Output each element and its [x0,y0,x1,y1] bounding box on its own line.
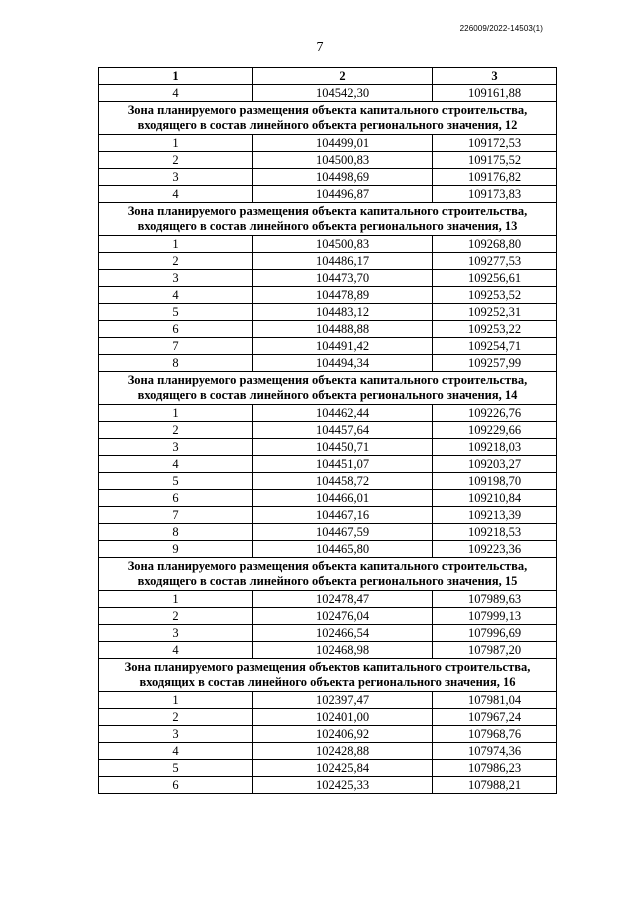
y-coordinate-cell: 107981,04 [433,692,557,709]
table-row [99,507,557,524]
zone-title-line: Зона планируемого размещения объекта капитального строительства, [127,103,528,117]
table-row [99,541,557,558]
y-coordinate-cell: 109253,52 [433,287,557,304]
point-number-cell: 2 [99,608,253,625]
table-row [99,304,557,321]
y-coordinate-cell: 107989,63 [433,591,557,608]
x-coordinate-cell: 104496,87 [253,186,433,203]
point-number-cell: 4 [99,743,253,760]
coordinates-table-body [99,68,557,794]
x-coordinate-cell: 102428,88 [253,743,433,760]
column-header: 2 [253,68,433,85]
x-coordinate-cell: 104478,89 [253,287,433,304]
point-number-cell: 1 [99,135,253,152]
x-coordinate-cell: 104499,01 [253,135,433,152]
table-row [99,422,557,439]
point-number-cell: 2 [99,253,253,270]
y-coordinate-cell: 109252,31 [433,304,557,321]
table-row [99,270,557,287]
point-number-cell: 4 [99,186,253,203]
point-number-cell: 4 [99,287,253,304]
table-row [99,355,557,372]
zone-title [99,659,557,692]
table-row [99,777,557,794]
x-coordinate-cell: 104467,16 [253,507,433,524]
x-coordinate-cell: 104462,44 [253,405,433,422]
table-row [99,236,557,253]
point-number-cell: 4 [99,85,253,102]
x-coordinate-cell: 104467,59 [253,524,433,541]
point-number-cell: 6 [99,321,253,338]
document-id: 226009/2022-14503(1) [459,24,543,33]
y-coordinate-cell: 109176,82 [433,169,557,186]
x-coordinate-cell: 102425,33 [253,777,433,794]
point-number-cell: 2 [99,709,253,726]
point-number-cell: 1 [99,405,253,422]
x-coordinate-cell: 104465,80 [253,541,433,558]
y-coordinate-cell: 109226,76 [433,405,557,422]
y-coordinate-cell: 109253,22 [433,321,557,338]
x-coordinate-cell: 104494,34 [253,355,433,372]
y-coordinate-cell: 107999,13 [433,608,557,625]
y-coordinate-cell: 109254,71 [433,338,557,355]
x-coordinate-cell: 104451,07 [253,456,433,473]
y-coordinate-cell: 109198,70 [433,473,557,490]
table-row [99,405,557,422]
point-number-cell: 1 [99,692,253,709]
table-row [99,709,557,726]
zone-title-line: входящих в состав линейного объекта регионального значения, 16 [139,675,516,689]
x-coordinate-cell: 102466,54 [253,625,433,642]
table-row [99,439,557,456]
table-row [99,287,557,304]
zone-title-line: Зона планируемого размещения объекта капитального строительства, [127,204,528,218]
y-coordinate-cell: 107987,20 [433,642,557,659]
point-number-cell: 8 [99,524,253,541]
y-coordinate-cell: 109175,52 [433,152,557,169]
point-number-cell: 4 [99,456,253,473]
y-coordinate-cell: 109203,27 [433,456,557,473]
table-row [99,321,557,338]
zone-title-line: входящего в состав линейного объекта регионального значения, 15 [137,574,518,588]
table-row [99,253,557,270]
x-coordinate-cell: 104500,83 [253,236,433,253]
x-coordinate-cell: 102468,98 [253,642,433,659]
x-coordinate-cell: 104491,42 [253,338,433,355]
zone-title [99,203,557,236]
x-coordinate-cell: 102397,47 [253,692,433,709]
y-coordinate-cell: 107974,36 [433,743,557,760]
zone-title-line: Зона планируемого размещения объекта капитального строительства, [127,559,528,573]
point-number-cell: 7 [99,507,253,524]
table-row [99,760,557,777]
point-number-cell: 5 [99,304,253,321]
table-row [99,456,557,473]
zone-title [99,372,557,405]
table-row [99,338,557,355]
x-coordinate-cell: 102425,84 [253,760,433,777]
zone-title-row [99,659,557,692]
x-coordinate-cell: 104486,17 [253,253,433,270]
x-coordinate-cell: 104450,71 [253,439,433,456]
y-coordinate-cell: 107967,24 [433,709,557,726]
point-number-cell: 3 [99,726,253,743]
table-row [99,135,557,152]
point-number-cell: 4 [99,642,253,659]
table-row [99,85,557,102]
table-row [99,186,557,203]
point-number-cell: 1 [99,236,253,253]
y-coordinate-cell: 107996,69 [433,625,557,642]
zone-title-row [99,558,557,591]
x-coordinate-cell: 104542,30 [253,85,433,102]
y-coordinate-cell: 109210,84 [433,490,557,507]
coordinates-table [98,67,557,794]
table-row [99,642,557,659]
zone-title-line: Зона планируемого размещения объекта капитального строительства, [127,373,528,387]
y-coordinate-cell: 109229,66 [433,422,557,439]
table-row [99,608,557,625]
zone-title-line: входящего в состав линейного объекта регионального значения, 14 [137,388,518,402]
table-row [99,524,557,541]
table-header-row [99,68,557,85]
x-coordinate-cell: 104488,88 [253,321,433,338]
point-number-cell: 6 [99,777,253,794]
zone-title-row [99,102,557,135]
column-header: 1 [99,68,253,85]
column-header: 3 [433,68,557,85]
table-row [99,625,557,642]
point-number-cell: 3 [99,169,253,186]
x-coordinate-cell: 104458,72 [253,473,433,490]
point-number-cell: 6 [99,490,253,507]
y-coordinate-cell: 109218,53 [433,524,557,541]
table-row [99,591,557,608]
y-coordinate-cell: 107988,21 [433,777,557,794]
point-number-cell: 1 [99,591,253,608]
zone-title-line: входящего в состав линейного объекта регионального значения, 13 [137,219,518,233]
table-row [99,743,557,760]
y-coordinate-cell: 109172,53 [433,135,557,152]
x-coordinate-cell: 102478,47 [253,591,433,608]
table-row [99,169,557,186]
y-coordinate-cell: 109268,80 [433,236,557,253]
point-number-cell: 9 [99,541,253,558]
point-number-cell: 3 [99,270,253,287]
x-coordinate-cell: 104498,69 [253,169,433,186]
y-coordinate-cell: 109277,53 [433,253,557,270]
zone-title-line: входящего в состав линейного объекта регионального значения, 12 [137,118,518,132]
y-coordinate-cell: 109257,99 [433,355,557,372]
point-number-cell: 8 [99,355,253,372]
zone-title-row [99,203,557,236]
x-coordinate-cell: 104466,01 [253,490,433,507]
x-coordinate-cell: 102406,92 [253,726,433,743]
zone-title [99,102,557,135]
x-coordinate-cell: 104457,64 [253,422,433,439]
table-row [99,490,557,507]
y-coordinate-cell: 109161,88 [433,85,557,102]
point-number-cell: 7 [99,338,253,355]
y-coordinate-cell: 109223,36 [433,541,557,558]
x-coordinate-cell: 102476,04 [253,608,433,625]
x-coordinate-cell: 104483,12 [253,304,433,321]
page-number: 7 [316,40,324,55]
point-number-cell: 3 [99,625,253,642]
y-coordinate-cell: 109213,39 [433,507,557,524]
point-number-cell: 5 [99,760,253,777]
y-coordinate-cell: 109218,03 [433,439,557,456]
y-coordinate-cell: 107968,76 [433,726,557,743]
point-number-cell: 2 [99,152,253,169]
zone-title [99,558,557,591]
x-coordinate-cell: 102401,00 [253,709,433,726]
y-coordinate-cell: 109173,83 [433,186,557,203]
point-number-cell: 2 [99,422,253,439]
table-row [99,473,557,490]
point-number-cell: 3 [99,439,253,456]
point-number-cell: 5 [99,473,253,490]
table-row [99,726,557,743]
y-coordinate-cell: 109256,61 [433,270,557,287]
zone-title-row [99,372,557,405]
x-coordinate-cell: 104473,70 [253,270,433,287]
zone-title-line: Зона планируемого размещения объектов капитального строительства, [124,660,531,674]
x-coordinate-cell: 104500,83 [253,152,433,169]
table-row [99,152,557,169]
y-coordinate-cell: 107986,23 [433,760,557,777]
table-row [99,692,557,709]
